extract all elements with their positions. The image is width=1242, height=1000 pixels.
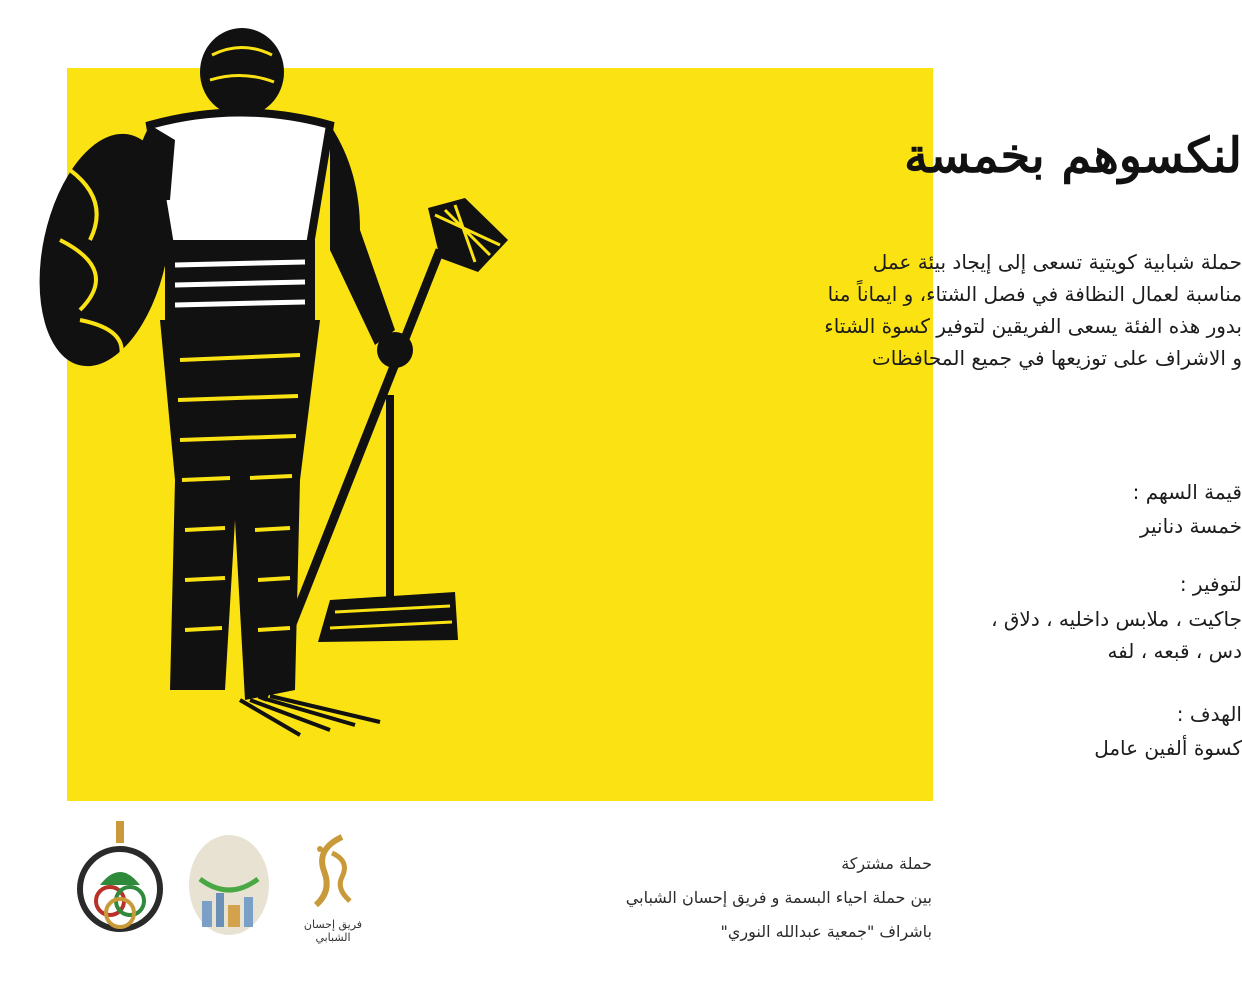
poster-title: لنكسوهم بخمسة [904, 128, 1242, 184]
poster-panel [67, 68, 1242, 801]
provide-items: جاكيت ، ملابس داخليه ، دلاق ، دس ، قبعه ، لفه [991, 607, 1242, 663]
campaign-text [687, 68, 1242, 801]
ihsan-team-logo [302, 831, 362, 911]
provide-label: لتوفير : [1179, 572, 1242, 596]
nouri-society-logo [76, 819, 164, 949]
footer-line-supervision: باشراف "جمعية عبدالله النوري" [720, 922, 932, 941]
footer-credits [572, 847, 932, 949]
share-value: خمسة دنانير [1139, 514, 1242, 538]
goal-value: كسوة ألفين عامل [1094, 736, 1242, 760]
ihsan-logo-caption: فريق إحسان الشبابي [303, 918, 363, 944]
goal-label: الهدف : [1176, 702, 1242, 726]
share-value-label: قيمة السهم : [1132, 480, 1242, 504]
footer-line-joint-campaign: حملة مشتركة [841, 854, 932, 873]
ihyaa-albasma-logo [186, 831, 272, 939]
dustpan-icon [318, 395, 458, 642]
footer-line-partners: بين حملة احياء البسمة و فريق إحسان الشبابي [625, 888, 932, 907]
campaign-description: حملة شبابية كويتية تسعى إلى إيجاد بيئة عمل مناسبة لعمال النظافة في فصل الشتاء، و ايماناً منا بدور هذه الفئة يسعى الفريقين لتوفير كسوة الشتاء و الاشراف على توزيعها في جميع المحافظات [824, 250, 1242, 370]
footer [0, 801, 1000, 1000]
